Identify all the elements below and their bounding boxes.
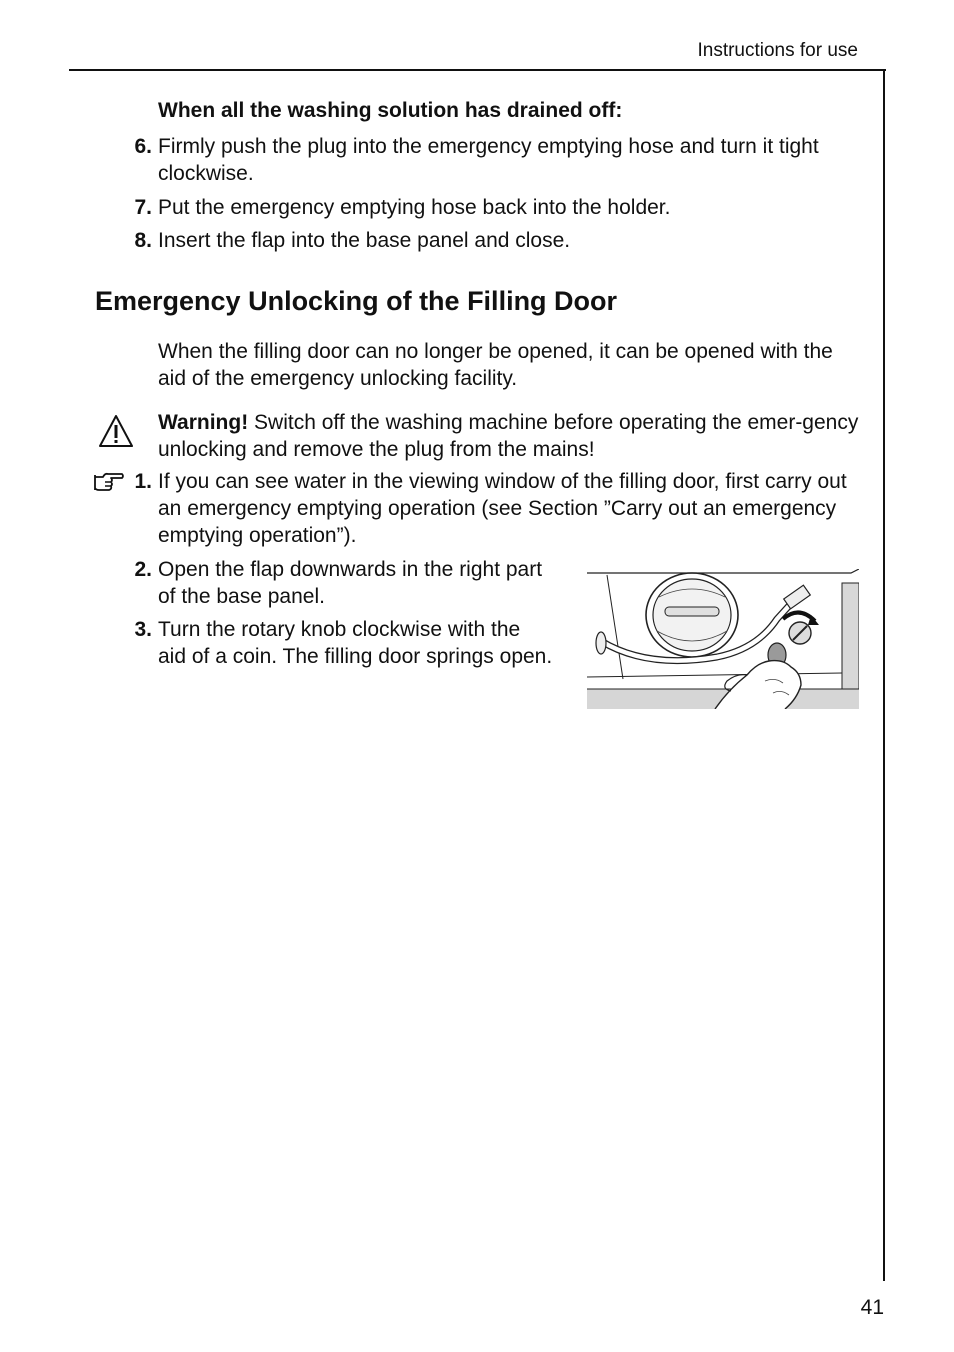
step-number: 6. — [134, 135, 152, 158]
page-header-title: Instructions for use — [697, 40, 858, 61]
step-number: 7. — [134, 196, 152, 219]
warning-triangle-icon — [98, 414, 134, 448]
warning-note — [158, 409, 863, 463]
step-number: 2. — [134, 558, 152, 581]
drain-step-8 — [134, 227, 858, 254]
unlock-step-2 — [134, 556, 553, 610]
drain-step-7 — [134, 194, 858, 221]
warning-label: Warning! — [158, 411, 249, 434]
header-rule — [69, 69, 886, 71]
unlock-step-3 — [134, 616, 553, 670]
section-heading: Emergency Unlocking of the Filling Door — [95, 286, 618, 316]
step-text: If you can see water in the viewing window of the filling door, first carry out an emergency emptying operation (see Section ”Carry out an emergency emptying operation”). — [158, 470, 847, 547]
step-number: 3. — [134, 618, 152, 641]
side-rule — [883, 69, 885, 1281]
step-text: Put the emergency emptying hose back into the holder. — [158, 196, 671, 219]
step-text: Turn the rotary knob clockwise with the aid of a coin. The filling door springs open. — [158, 618, 553, 668]
step-number: 1. — [134, 470, 152, 493]
step-text: Insert the flap into the base panel and close. — [158, 229, 571, 252]
rotary-knob-illustration — [587, 569, 859, 709]
step-text: Firmly push the plug into the emergency emptying hose and turn it tight clockwise. — [158, 135, 819, 185]
drain-intro: When all the washing solution has drained off: — [158, 99, 623, 122]
drain-step-6 — [134, 133, 838, 187]
step-number: 8. — [134, 229, 152, 252]
pointing-hand-icon — [93, 471, 125, 493]
warning-text: Switch off the washing machine before operating the emer-gency unlocking and remove the plug from the mains! — [158, 411, 859, 461]
step-text: Open the flap downwards in the right part of the base panel. — [158, 558, 543, 608]
unlock-intro: When the filling door can no longer be opened, it can be opened with the aid of the emergency unlocking facility. — [158, 340, 833, 390]
unlock-step-1 — [134, 468, 858, 549]
page-number: 41 — [860, 1296, 884, 1319]
